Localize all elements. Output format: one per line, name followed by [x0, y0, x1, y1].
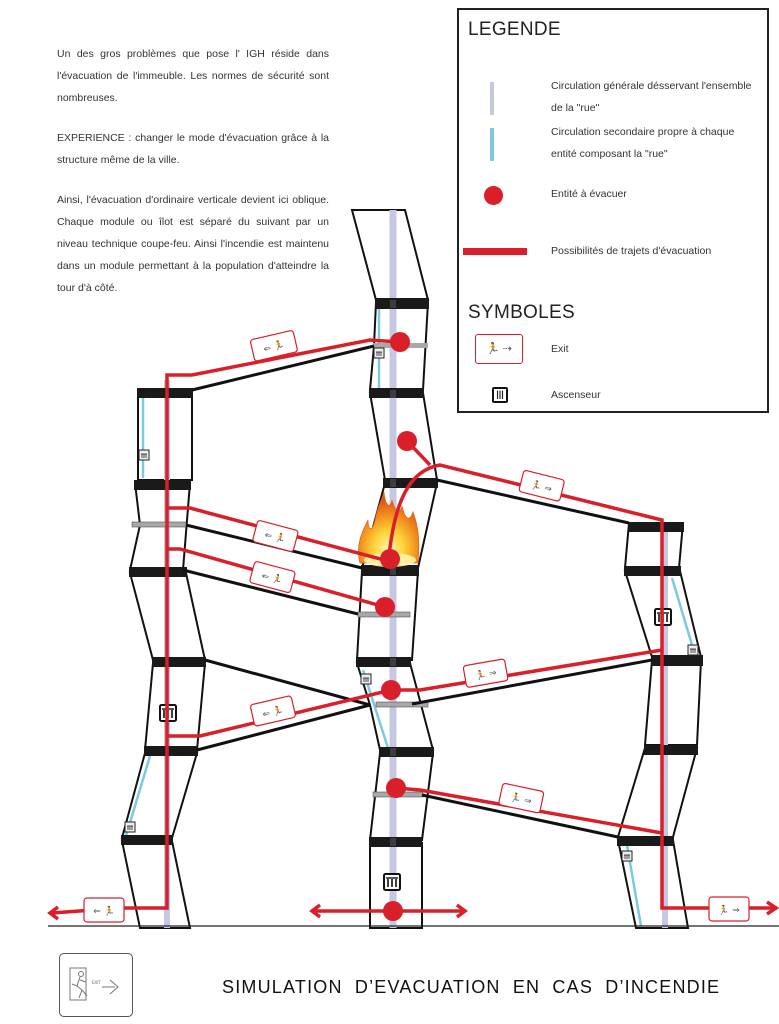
intro-paragraph-2: EXPERIENCE : changer le mode d'évacuation grâce à la structure même de la ville.	[57, 132, 329, 166]
page-title: SIMULATION D’EVACUATION EN CAS D’INCENDIE	[222, 977, 721, 997]
legend-title: LEGENDE	[468, 19, 561, 40]
svg-text:⇐ 🏃: ⇐ 🏃	[262, 340, 287, 356]
exit-sign-icon	[250, 696, 296, 727]
legend-label-main-circulation: Circulation générale désservant l'ensemble de la "rue"	[551, 80, 752, 114]
exit-sign-icon	[252, 520, 298, 552]
footer-exit-sign-icon	[59, 953, 133, 1017]
legend-label-evac-paths: Possibilités de trajets d'évacuation	[551, 245, 712, 257]
small-elevator-icon	[622, 851, 632, 861]
svg-text:🏃 ⇒: 🏃 ⇒	[474, 668, 498, 682]
exit-sign-icon	[84, 898, 124, 922]
elevator-icon: |||	[492, 387, 508, 403]
intro-paragraph-3: Ainsi, l'évacuation d'ordinaire verticale devient ici oblique. Chaque module ou îlot est séparé du suivant par un niveau technique coupe-feu. Ainsi l'incendie est maintenu dans un module permettant à la population d'atteindre la tour d'à côté.	[57, 194, 329, 294]
svg-text:🏃 ⇒: 🏃 ⇒	[509, 792, 533, 808]
red-dot-icon	[484, 186, 503, 205]
small-elevator-icon	[688, 645, 698, 655]
elevator-icon	[384, 874, 400, 890]
exit-sign-icon: 🏃 ⇢	[475, 334, 523, 364]
main-circulation-swatch	[490, 82, 494, 115]
svg-text:⇐ 🏃: ⇐ 🏃	[260, 571, 284, 587]
red-line-swatch	[463, 248, 527, 255]
svg-text:⇐ 🏃: ⇐ 🏃	[261, 705, 286, 721]
svg-text:🏃 ⇒: 🏃 ⇒	[529, 480, 553, 496]
legend-label-secondary-circulation: Circulation secondaire propre à chaque entité composant la "rue"	[551, 126, 735, 160]
svg-text:⇐ 🏃: ⇐ 🏃	[93, 907, 115, 917]
exit-sign-icon	[463, 659, 508, 688]
svg-text:⇐ 🏃: ⇐ 🏃	[263, 530, 287, 546]
intro-paragraph-1: Un des gros problèmes que pose l' IGH réside dans l'évacuation de l'immeuble. Les normes de sécurité sont nombreuses.	[57, 48, 329, 104]
legend-label-elevator: Ascenseur	[551, 389, 601, 401]
exit-sign-icon	[709, 897, 749, 921]
exit-sign-icon	[498, 783, 544, 813]
legend-panel	[457, 8, 769, 413]
svg-text:🏃 ⇒: 🏃 ⇒	[718, 906, 740, 916]
symbols-title: SYMBOLES	[468, 302, 575, 323]
exit-sign-icon	[519, 470, 565, 502]
secondary-circulation-swatch	[490, 128, 494, 161]
small-elevator-icon	[125, 822, 135, 832]
legend-label-exit: Exit	[551, 343, 569, 355]
svg-text:EXIT: EXIT	[92, 980, 101, 985]
legend-label-entity: Entité à évacuer	[551, 188, 627, 200]
small-elevator-icon	[374, 348, 384, 358]
small-elevator-icon	[139, 450, 149, 460]
small-elevator-icon	[361, 674, 371, 684]
